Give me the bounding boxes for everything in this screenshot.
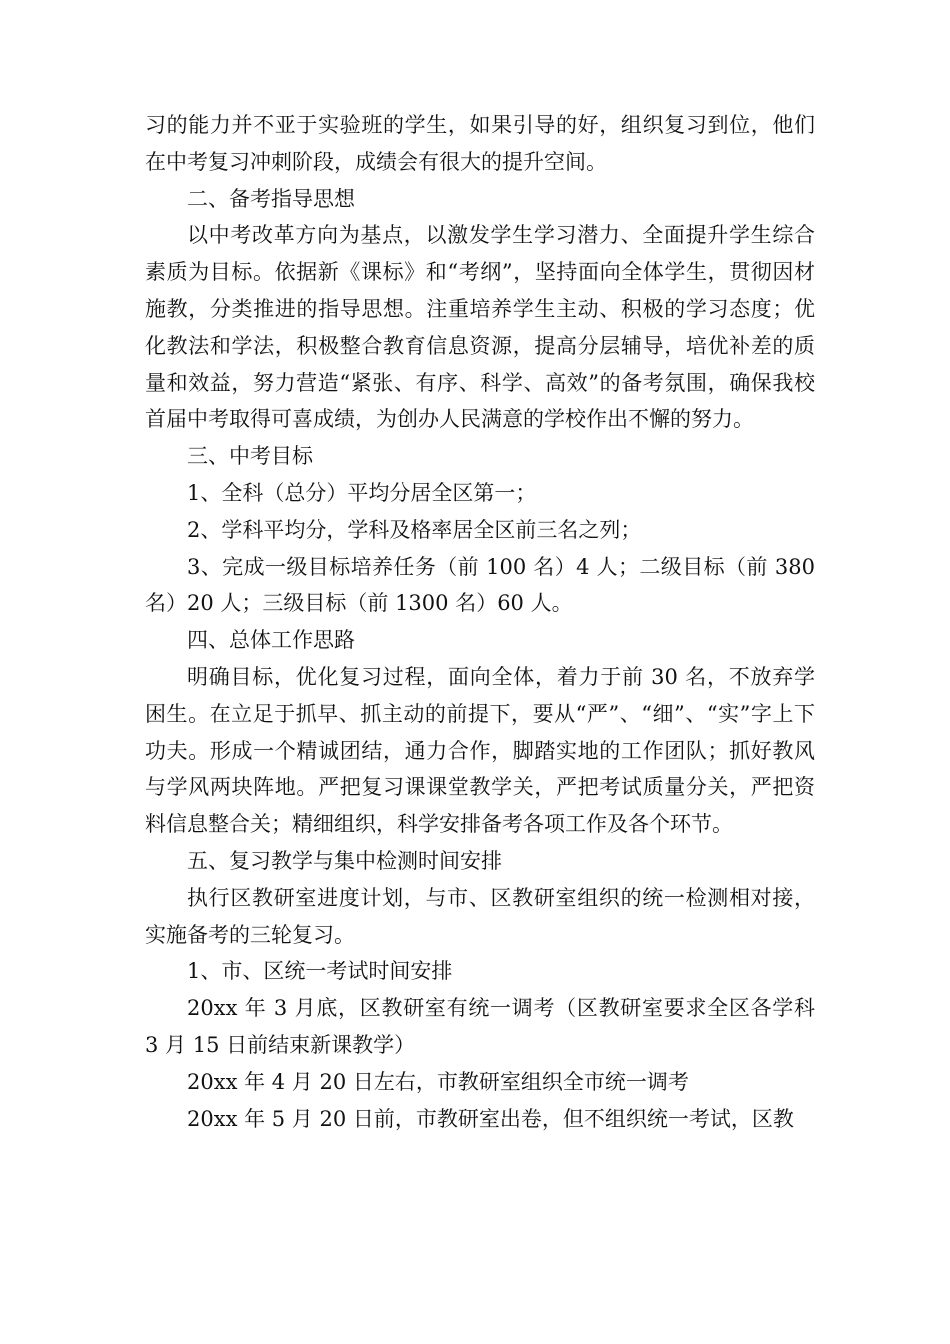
document-body (145, 107, 815, 1137)
paragraph-work-approach: 明确目标，优化复习过程，面向全体，着力于前 30 名，不放弃学困生。在立足于抓早、抓主动的前提下，要从“严”、“细”、“实”字上下功夫。形成一个精诚团结，通力合作，脚踏实地的工作团队；抓好教风与学风两块阵地。严把复习课课堂教学关，严把考试质量分关，严把资料信息整合关；精细组织，科学安排备考各项工作及各个环节。 (145, 664, 815, 837)
heading-exam-goals: 三、中考目标 (187, 444, 313, 469)
subheading-exam-times: 1、市、区统一考试时间安排 (187, 959, 453, 984)
schedule-item-may: 20xx 年 5 月 20 日前，市教研室出卷，但不组织统一考试，区教 (187, 1106, 794, 1131)
goal-item-3: 3、完成一级目标培养任务（前 100 名）4 人；二级目标（前 380 名）20 人；三级目标（前 1300 名）60 人。 (145, 554, 815, 616)
goal-item-1: 1、全科（总分）平均分居全区第一； (187, 480, 537, 505)
paragraph-guiding-ideology: 以中考改革方向为基点，以激发学生学习潜力、全面提升学生综合素质为目标。依据新《课标》和“考纲”，坚持面向全体学生，贯彻因材施教，分类推进的指导思想。注重培养学生主动、积极的学习态度；优化教法和学法，积极整合教育信息资源，提高分层辅导，培优补差的质量和效益，努力营造“紧张、有序、科学、高效”的备考氛围，确保我校首届中考取得可喜成绩，为创办人民满意的学校作出不懈的努力。 (145, 223, 815, 432)
paragraph-review-schedule: 执行区教研室进度计划，与市、区教研室组织的统一检测相对接，实施备考的三轮复习。 (145, 885, 815, 947)
goal-item-2: 2、学科平均分，学科及格率居全区前三名之列； (187, 517, 642, 542)
schedule-item-april: 20xx 年 4 月 20 日左右，市教研室组织全市统一调考 (187, 1069, 689, 1094)
heading-guiding-ideology: 二、备考指导思想 (187, 186, 355, 211)
schedule-item-march: 20xx 年 3 月底，区教研室有统一调考（区教研室要求全区各学科 3 月 15 日前结束新课教学） (145, 996, 815, 1057)
heading-review-schedule: 五、复习教学与集中检测时间安排 (187, 848, 502, 873)
heading-work-approach: 四、总体工作思路 (187, 628, 355, 653)
paragraph-continuation: 习的能力并不亚于实验班的学生，如果引导的好，组织复习到位，他们在中考复习冲刺阶段，成绩会有很大的提升空间。 (145, 113, 815, 174)
